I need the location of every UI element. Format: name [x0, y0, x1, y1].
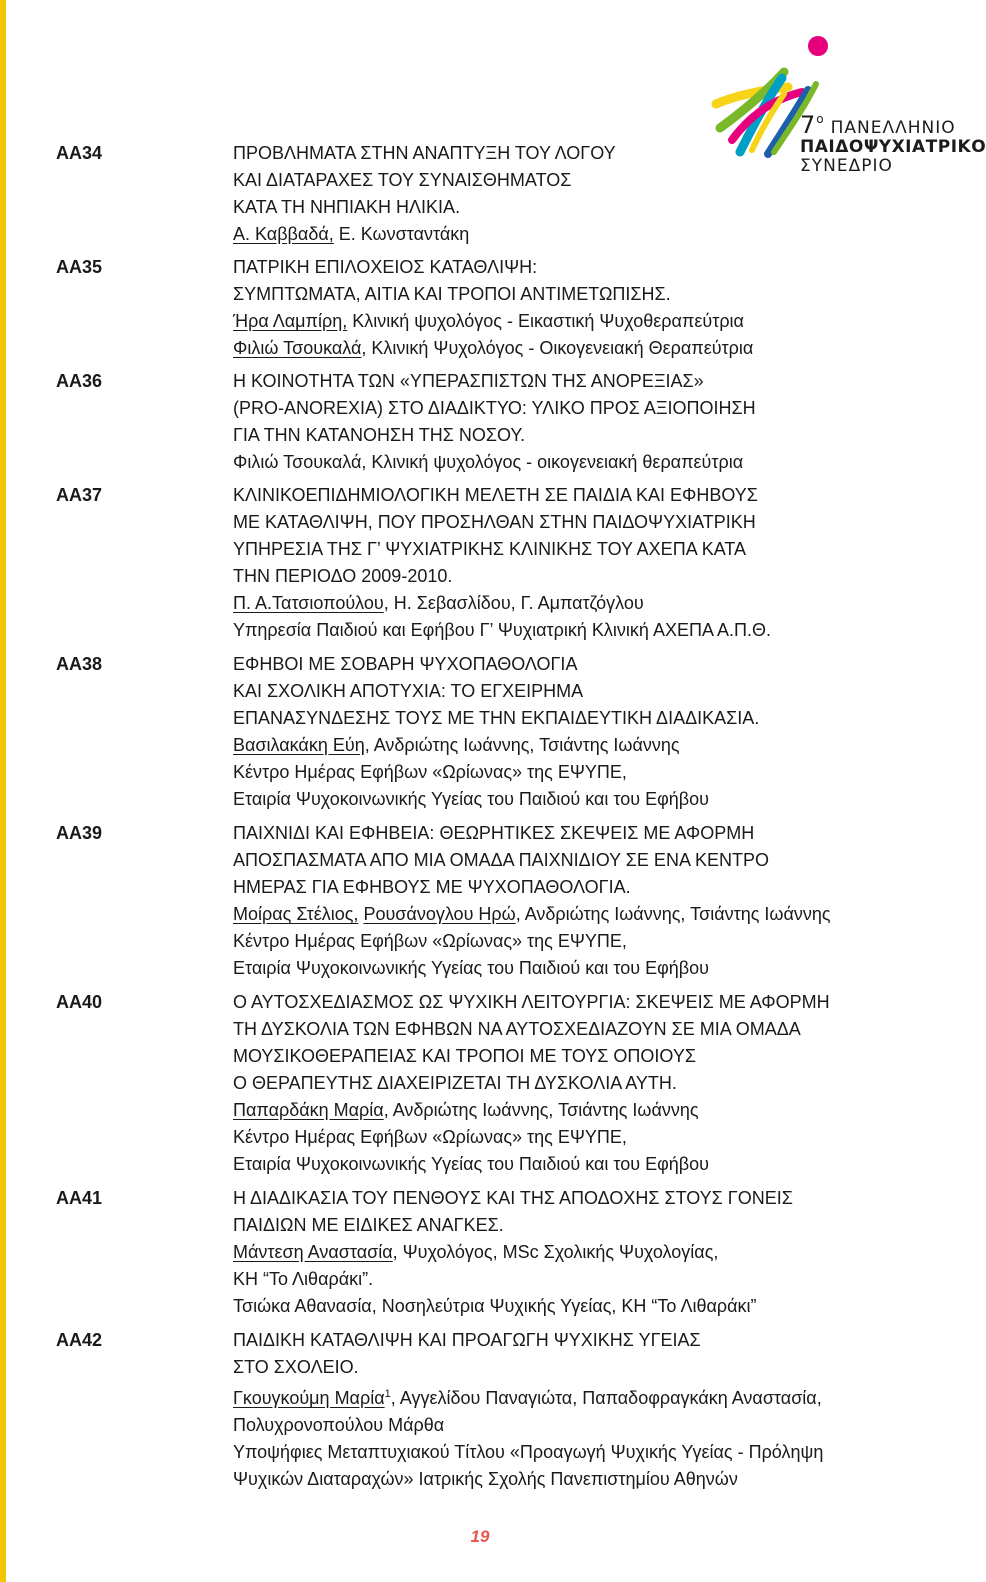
presenting-author: Γκουγκούμη Μαρία [233, 1388, 385, 1408]
abstract-line [233, 221, 948, 248]
text-segment: ΜΕ ΚΑΤΑΘΛΙΨΗ, ΠΟΥ ΠΡΟΣΗΛΘΑΝ ΣΤΗΝ ΠΑΙΔΟΨΥΧΙΑΤΡΙΚΗ [233, 512, 756, 532]
abstract-code: ΑΑ40 [56, 992, 103, 1012]
presenting-author: Ρουσάνογλου Ηρώ [363, 904, 516, 924]
abstract-line [233, 617, 948, 644]
text-segment: Υποψήφιες Μεταπτυχιακού Τίτλου «Προαγωγή Ψυχικής Υγείας - Πρόληψη [233, 1442, 824, 1462]
abstract-line [233, 422, 948, 449]
text-segment: ΠΑΙΔΙΩΝ ΜΕ ΕΙΔΙΚΕΣ ΑΝΑΓΚΕΣ. [233, 1215, 504, 1235]
abstract-line [233, 759, 948, 786]
abstract-line [233, 1124, 948, 1151]
abstract-line [233, 1043, 948, 1070]
logo-line3: ΣΥΝΕΔΡΙΟ [800, 156, 893, 176]
abstract-text [233, 989, 948, 1178]
text-segment: Κέντρο Ημέρας Εφήβων «Ωρίωνας» της ΕΨΥΠΕ, [233, 762, 627, 782]
presenting-author: Παπαρδάκη Μαρία [233, 1100, 384, 1120]
text-segment: Κέντρο Ημέρας Εφήβων «Ωρίωνας» της ΕΨΥΠΕ, [233, 1127, 627, 1147]
text-segment: ΗΜΕΡΑΣ ΓΙΑ ΕΦΗΒΟΥΣ ΜΕ ΨΥΧΟΠΑΘΟΛΟΓΙΑ. [233, 877, 631, 897]
text-segment: Ο ΑΥΤΟΣΧΕΔΙΑΣΜΟΣ ΩΣ ΨΥΧΙΚΗ ΛΕΙΤΟΥΡΓΙΑ: ΣΚΕΨΕΙΣ ΜΕ ΑΦΟΡΜΗ [233, 992, 830, 1012]
abstract-title-line [233, 651, 948, 678]
abstract-title-line [233, 368, 948, 395]
abstract-text [233, 651, 948, 813]
text-segment: Εταιρία Ψυχοκοινωνικής Υγείας του Παιδιού και του Εφήβου [233, 958, 710, 978]
abstract-line [233, 847, 948, 874]
text-segment: Πολυχρονοπούλου Μάρθα [233, 1415, 445, 1435]
text-segment: ΠΑΙΧΝΙΔΙ ΚΑΙ ΕΦΗΒΕΙΑ: ΘΕΩΡΗΤΙΚΕΣ ΣΚΕΨΕΙΣ ΜΕ ΑΦΟΡΜΗ [233, 823, 755, 843]
abstract-title-line [233, 1327, 948, 1354]
text-segment: Τσιώκα Αθανασία, Νοσηλεύτρια Ψυχικής Υγείας, ΚΗ “Το Λιθαράκι” [233, 1296, 757, 1316]
abstract-line [233, 1097, 948, 1124]
text-segment: Ψυχικών Διαταραχών» Ιατρικής Σχολής Πανεπιστημίου Αθηνών [233, 1469, 738, 1489]
abstract-line [233, 1439, 948, 1466]
abstract-line [233, 901, 948, 928]
abstract-title-line [233, 820, 948, 847]
text-segment: ΕΠΑΝΑΣΥΝΔΕΣΗΣ ΤΟΥΣ ΜΕ ΤΗΝ ΕΚΠΑΙΔΕΥΤΙΚΗ ΔΙΑΔΙΚΑΣΙΑ. [233, 708, 760, 728]
logo-line1: ΠΑΝΕΛΛΗΝΙΟ [830, 118, 956, 138]
abstract-code: ΑΑ35 [56, 257, 103, 277]
abstract-line [233, 1293, 948, 1320]
abstract-code: ΑΑ39 [56, 823, 103, 843]
abstract-line [233, 1070, 948, 1097]
text-segment: (PRO-ANOREXIA) ΣΤΟ ΔΙΑΔΙΚΤΥΟ: ΥΛΙΚΟ ΠΡΟΣ ΑΞΙΟΠΟΙΗΣΗ [233, 398, 756, 418]
abstract-text [233, 1327, 948, 1493]
abstract-line [233, 705, 948, 732]
abstract-title-line [233, 1185, 948, 1212]
text-segment: , Ανδριώτης Ιωάννης, Τσιάντης Ιωάννης [364, 735, 680, 755]
presenting-author: Α. Καββαδά, [233, 224, 334, 244]
abstract-line [233, 678, 948, 705]
text-segment: 1 [384, 1388, 391, 1400]
abstract-line [233, 1381, 948, 1412]
text-segment: Ο ΘΕΡΑΠΕΥΤΗΣ ΔΙΑΧΕΙΡΙΖΕΤΑΙ ΤΗ ΔΥΣΚΟΛΙΑ ΑΥΤΗ. [233, 1073, 677, 1093]
abstract-line [233, 449, 948, 476]
abstract-line [233, 1016, 948, 1043]
text-segment: , Η. Σεβασλίδου, Γ. Αμπατζόγλου [383, 593, 644, 613]
abstract-line [233, 1151, 948, 1178]
text-segment: Κέντρο Ημέρας Εφήβων «Ωρίωνας» της ΕΨΥΠΕ, [233, 931, 627, 951]
abstract-line [233, 955, 948, 982]
abstract-text [233, 1185, 948, 1320]
abstract-line [233, 308, 948, 335]
abstract-title-line [233, 254, 948, 281]
presenting-author: Μοίρας Στέλιος, [233, 904, 359, 924]
abstract-code: ΑΑ37 [56, 485, 103, 505]
abstract-line [233, 590, 948, 617]
abstract-line [233, 1239, 948, 1266]
abstract-line [233, 563, 948, 590]
text-segment: Εταιρία Ψυχοκοινωνικής Υγείας του Παιδιού και του Εφήβου [233, 789, 710, 809]
text-segment: , Κλινική Ψυχολόγος - Οικογενειακή Θεραπεύτρια [361, 338, 754, 358]
page-edge-bar [0, 0, 6, 1582]
text-segment: ΠΑΙΔΙΚΗ ΚΑΤΑΘΛΙΨΗ ΚΑΙ ΠΡΟΑΓΩΓΗ ΨΥΧΙΚΗΣ ΥΓΕΙΑΣ [233, 1330, 701, 1350]
text-segment: Κλινική ψυχολόγος - Εικαστική Ψυχοθεραπεύτρια [347, 311, 744, 331]
abstract-line [233, 1354, 948, 1381]
presenting-author: Βασιλακάκη Εύη [233, 735, 365, 755]
abstract-code: ΑΑ36 [56, 371, 103, 391]
text-segment: Ε. Κωνσταντάκη [333, 224, 470, 244]
abstract-text [233, 482, 948, 644]
abstract-line [233, 509, 948, 536]
abstract-line [233, 395, 948, 422]
text-segment: ΥΠΗΡΕΣΙΑ ΤΗΣ Γ’ ΨΥΧΙΑΤΡΙΚΗΣ ΚΛΙΝΙΚΗΣ ΤΟΥ ΑΧΕΠΑ ΚΑΤΑ [233, 539, 747, 559]
text-segment: Φιλιώ Τσουκαλά, Κλινική ψυχολόγος - οικογενειακή θεραπεύτρια [233, 452, 744, 472]
text-segment: ΑΠΟΣΠΑΣΜΑΤΑ ΑΠΟ ΜΙΑ ΟΜΑΔΑ ΠΑΙΧΝΙΔΙΟΥ ΣΕ ΕΝΑ ΚΕΝΤΡΟ [233, 850, 769, 870]
abstract-line [233, 1466, 948, 1493]
logo-line2: ΠΑΙΔΟΨΥΧΙΑΤΡΙΚΟ [800, 137, 986, 157]
abstract-text [233, 140, 948, 248]
abstract-title-line [233, 482, 948, 509]
abstract-line [233, 1212, 948, 1239]
text-segment: , Ψυχολόγος, MSc Σχολικής Ψυχολογίας, [392, 1242, 719, 1262]
presenting-author: Π. Α.Τατσιοπούλου [233, 593, 384, 613]
abstract-line [233, 536, 948, 563]
presenting-author: Μάντεση Αναστασία [233, 1242, 393, 1262]
abstract-text [233, 820, 948, 982]
abstract-line [233, 928, 948, 955]
text-segment: ΚΗ “Το Λιθαράκι”. [233, 1269, 374, 1289]
presenting-author: Φιλιώ Τσουκαλά [233, 338, 362, 358]
text-segment: Υπηρεσία Παιδιού και Εφήβου Γ’ Ψυχιατρική Κλινική ΑΧΕΠΑ Α.Π.Θ. [233, 620, 771, 640]
text-segment: ΠΑΤΡΙΚΗ ΕΠΙΛΟΧΕΙΟΣ ΚΑΤΑΘΛΙΨΗ: [233, 257, 538, 277]
abstract-line [233, 167, 948, 194]
text-segment: ΚΛΙΝΙΚΟΕΠΙΔΗΜΙΟΛΟΓΙΚΗ ΜΕΛΕΤΗ ΣΕ ΠΑΙΔΙΑ ΚΑΙ ΕΦΗΒΟΥΣ [233, 485, 758, 505]
abstract-code: ΑΑ42 [56, 1330, 103, 1350]
text-segment: , Ανδριώτης Ιωάννης, Τσιάντης Ιωάννης [383, 1100, 699, 1120]
page-number: 19 [470, 1527, 490, 1546]
abstract-line [233, 874, 948, 901]
abstract-title-line [233, 989, 948, 1016]
text-segment: ΣΤΟ ΣΧΟΛΕΙΟ. [233, 1357, 359, 1377]
abstract-line [233, 281, 948, 308]
abstract-code: ΑΑ41 [56, 1188, 103, 1208]
text-segment: Η ΔΙΑΔΙΚΑΣΙΑ ΤΟΥ ΠΕΝΘΟΥΣ ΚΑΙ ΤΗΣ ΑΠΟΔΟΧΗΣ ΣΤΟΥΣ ΓΟΝΕΙΣ [233, 1188, 793, 1208]
text-segment: ΓΙΑ ΤΗΝ ΚΑΤΑΝΟΗΣΗ ΤΗΣ ΝΟΣΟΥ. [233, 425, 526, 445]
abstract-line [233, 194, 948, 221]
text-segment: ΤΗ ΔΥΣΚΟΛΙΑ ΤΩΝ ΕΦΗΒΩΝ ΝΑ ΑΥΤΟΣΧΕΔΙΑΖΟΥΝ ΣΕ ΜΙΑ ΟΜΑΔΑ [233, 1019, 801, 1039]
text-segment: ΠΡΟΒΛΗΜΑΤΑ ΣΤΗΝ ΑΝΑΠΤΥΞΗ ΤΟΥ ΛΟΓΟΥ [233, 143, 616, 163]
text-segment: , Ανδριώτης Ιωάννης, Τσιάντης Ιωάννης [515, 904, 831, 924]
text-segment: ΜΟΥΣΙΚΟΘΕΡΑΠΕΙΑΣ ΚΑΙ ΤΡΟΠΟΙ ΜΕ ΤΟΥΣ ΟΠΟΙΟΥΣ [233, 1046, 696, 1066]
abstract-code: ΑΑ34 [56, 143, 103, 163]
text-segment: Εταιρία Ψυχοκοινωνικής Υγείας του Παιδιού και του Εφήβου [233, 1154, 710, 1174]
abstract-title-line [233, 140, 948, 167]
presenting-author: Ήρα Λαμπίρη, [233, 311, 348, 331]
text-segment: ΚΑΙ ΣΧΟΛΙΚΗ ΑΠΟΤΥΧΙΑ: ΤΟ ΕΓΧΕΙΡΗΜΑ [233, 681, 584, 701]
text-segment: ΤΗΝ ΠΕΡΙΟΔΟ 2009-2010. [233, 566, 453, 586]
text-segment: ΚΑΙ ΔΙΑΤΑΡΑΧΕΣ ΤΟΥ ΣΥΝΑΙΣΘΗΜΑΤΟΣ [233, 170, 572, 190]
text-segment: Η ΚΟΙΝΟΤΗΤΑ ΤΩΝ «ΥΠΕΡΑΣΠΙΣΤΩΝ ΤΗΣ ΑΝΟΡΕΞΙΑΣ» [233, 371, 704, 391]
abstract-code: ΑΑ38 [56, 654, 103, 674]
text-segment: ΚΑΤΑ ΤΗ ΝΗΠΙΑΚΗ ΗΛΙΚΙΑ. [233, 197, 461, 217]
text-segment: , Αγγελίδου Παναγιώτα, Παπαδοφραγκάκη Αναστασία, [390, 1388, 822, 1408]
logo-number: 7 [800, 111, 817, 139]
abstract-text [233, 368, 948, 476]
abstract-line [233, 1266, 948, 1293]
logo-superscript: ο [816, 112, 825, 126]
abstract-line [233, 732, 948, 759]
abstract-line [233, 1412, 948, 1439]
abstract-line [233, 786, 948, 813]
abstract-text [233, 254, 948, 362]
text-segment: ΕΦΗΒΟΙ ΜΕ ΣΟΒΑΡΗ ΨΥΧΟΠΑΘΟΛΟΓΙΑ [233, 654, 578, 674]
text-segment: ΣΥΜΠΤΩΜΑΤΑ, ΑΙΤΙΑ ΚΑΙ ΤΡΟΠΟΙ ΑΝΤΙΜΕΤΩΠΙΣΗΣ. [233, 284, 671, 304]
abstract-line [233, 335, 948, 362]
